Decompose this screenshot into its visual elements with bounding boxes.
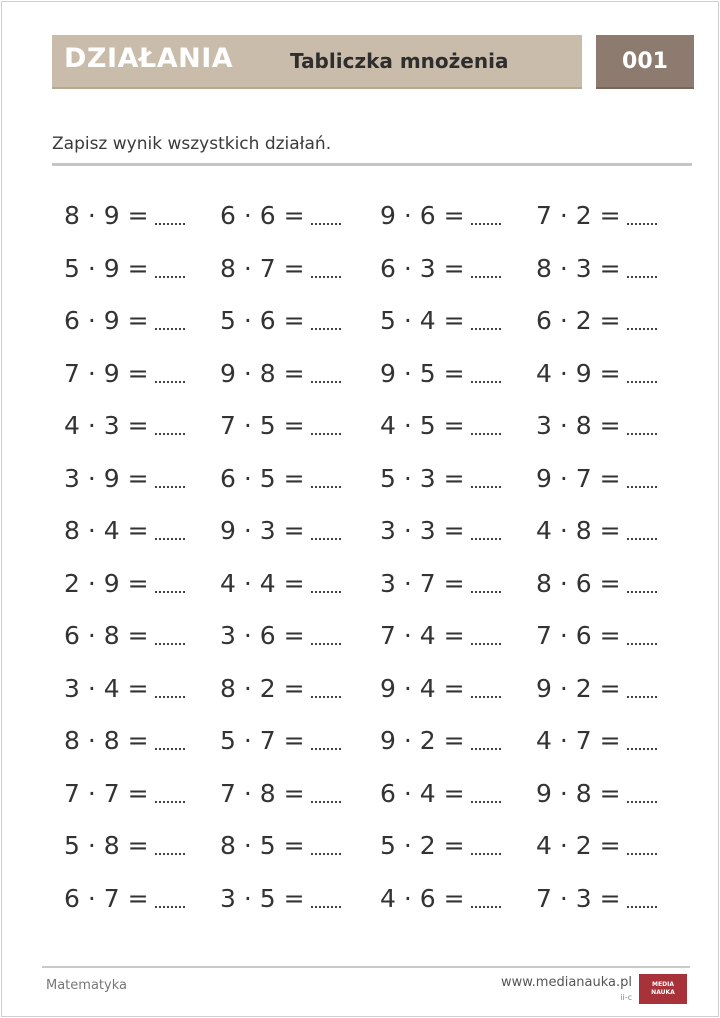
answer-blank[interactable] [155, 276, 185, 278]
answer-blank[interactable] [311, 801, 341, 803]
problem-expression: 9 · 4 = [380, 673, 465, 703]
answer-blank[interactable] [471, 696, 501, 698]
instruction-text: Zapisz wynik wszystkich działań. [52, 134, 332, 154]
answer-blank[interactable] [311, 486, 341, 488]
problem-expression: 9 · 2 = [380, 726, 465, 756]
answer-blank[interactable] [311, 328, 341, 330]
problem-item [220, 768, 380, 821]
problem-item [220, 243, 380, 296]
problem-item [380, 873, 536, 926]
problem-expression: 6 · 7 = [64, 883, 149, 913]
problem-expression: 5 · 4 = [380, 306, 465, 336]
answer-blank[interactable] [627, 381, 657, 383]
answer-blank[interactable] [627, 906, 657, 908]
problem-item [64, 243, 220, 296]
answer-blank[interactable] [311, 433, 341, 435]
problem-expression: 8 · 4 = [64, 516, 149, 546]
problem-expression: 7 · 2 = [536, 201, 621, 231]
answer-blank[interactable] [155, 538, 185, 540]
problem-item [536, 348, 684, 401]
answer-blank[interactable] [155, 381, 185, 383]
answer-blank[interactable] [311, 223, 341, 225]
answer-blank[interactable] [627, 486, 657, 488]
problem-expression: 9 · 5 = [380, 358, 465, 388]
answer-blank[interactable] [627, 223, 657, 225]
problem-expression: 3 · 9 = [64, 463, 149, 493]
answer-blank[interactable] [471, 433, 501, 435]
problem-item [220, 610, 380, 663]
problem-expression: 9 · 3 = [220, 516, 305, 546]
answer-blank[interactable] [627, 801, 657, 803]
answer-blank[interactable] [311, 906, 341, 908]
problem-expression: 7 · 7 = [64, 778, 149, 808]
problem-item [380, 558, 536, 611]
problem-item [220, 505, 380, 558]
header-bar [52, 35, 582, 89]
problem-expression: 3 · 5 = [220, 883, 305, 913]
worksheet-number: 001 [596, 35, 694, 89]
footer-divider [42, 966, 690, 968]
answer-blank[interactable] [627, 328, 657, 330]
footer-code: ii-c [620, 993, 632, 1002]
problem-item [536, 610, 684, 663]
answer-blank[interactable] [471, 276, 501, 278]
problem-item [536, 820, 684, 873]
problem-expression: 6 · 3 = [380, 253, 465, 283]
problem-item [220, 558, 380, 611]
problem-expression: 5 · 9 = [64, 253, 149, 283]
problem-item [64, 558, 220, 611]
header-title: DZIAŁANIA [64, 43, 234, 74]
problem-expression: 8 · 2 = [220, 673, 305, 703]
answer-blank[interactable] [627, 538, 657, 540]
problem-expression: 6 · 5 = [220, 463, 305, 493]
medianauka-logo [639, 974, 687, 1004]
problem-expression: 3 · 7 = [380, 568, 465, 598]
problem-expression: 8 · 5 = [220, 831, 305, 861]
problem-expression: 9 · 6 = [380, 201, 465, 231]
problem-expression: 9 · 8 = [536, 778, 621, 808]
answer-blank[interactable] [471, 223, 501, 225]
answer-blank[interactable] [311, 276, 341, 278]
answer-blank[interactable] [627, 696, 657, 698]
problem-item [536, 453, 684, 506]
problem-expression: 2 · 9 = [64, 568, 149, 598]
answer-blank[interactable] [627, 853, 657, 855]
problem-expression: 4 · 5 = [380, 411, 465, 441]
problem-expression: 6 · 4 = [380, 778, 465, 808]
answer-blank[interactable] [155, 748, 185, 750]
answer-blank[interactable] [471, 486, 501, 488]
problem-expression: 7 · 6 = [536, 621, 621, 651]
problem-expression: 9 · 2 = [536, 673, 621, 703]
problem-item [380, 348, 536, 401]
answer-blank[interactable] [155, 906, 185, 908]
worksheet-page [1, 1, 719, 1017]
problem-item [64, 453, 220, 506]
answer-blank[interactable] [311, 591, 341, 593]
problem-expression: 3 · 6 = [220, 621, 305, 651]
problem-expression: 5 · 7 = [220, 726, 305, 756]
answer-blank[interactable] [155, 801, 185, 803]
problem-expression: 7 · 9 = [64, 358, 149, 388]
problem-item [220, 400, 380, 453]
answer-blank[interactable] [155, 696, 185, 698]
problem-expression: 9 · 7 = [536, 463, 621, 493]
answer-blank[interactable] [471, 591, 501, 593]
problem-item [380, 505, 536, 558]
answer-blank[interactable] [155, 486, 185, 488]
divider [52, 163, 692, 166]
answer-blank[interactable] [471, 538, 501, 540]
answer-blank[interactable] [627, 643, 657, 645]
answer-blank[interactable] [627, 591, 657, 593]
problem-item [536, 873, 684, 926]
problem-expression: 6 · 6 = [220, 201, 305, 231]
answer-blank[interactable] [311, 538, 341, 540]
answer-blank[interactable] [311, 748, 341, 750]
problem-expression: 4 · 9 = [536, 358, 621, 388]
problem-expression: 4 · 4 = [220, 568, 305, 598]
problem-expression: 3 · 3 = [380, 516, 465, 546]
problem-expression: 5 · 3 = [380, 463, 465, 493]
problem-expression: 4 · 6 = [380, 883, 465, 913]
answer-blank[interactable] [155, 328, 185, 330]
problem-expression: 3 · 8 = [536, 411, 621, 441]
problem-expression: 8 · 8 = [64, 726, 149, 756]
problem-item [64, 348, 220, 401]
problem-item [380, 190, 536, 243]
problem-expression: 5 · 2 = [380, 831, 465, 861]
answer-blank[interactable] [471, 748, 501, 750]
answer-blank[interactable] [155, 433, 185, 435]
answer-blank[interactable] [471, 381, 501, 383]
problem-item [380, 768, 536, 821]
problem-item [64, 190, 220, 243]
problem-item [536, 768, 684, 821]
problem-expression: 8 · 6 = [536, 568, 621, 598]
problem-expression: 6 · 9 = [64, 306, 149, 336]
problem-item [220, 348, 380, 401]
problem-item [64, 400, 220, 453]
problem-item [220, 820, 380, 873]
answer-blank[interactable] [627, 433, 657, 435]
answer-blank[interactable] [155, 643, 185, 645]
problem-item [64, 663, 220, 716]
problem-expression: 3 · 4 = [64, 673, 149, 703]
problem-expression: 7 · 8 = [220, 778, 305, 808]
problem-expression: 5 · 6 = [220, 306, 305, 336]
answer-blank[interactable] [627, 748, 657, 750]
answer-blank[interactable] [155, 853, 185, 855]
footer-subject: Matematyka [46, 978, 127, 993]
problem-item [536, 243, 684, 296]
answer-blank[interactable] [311, 696, 341, 698]
problem-expression: 4 · 3 = [64, 411, 149, 441]
problem-item [536, 558, 684, 611]
problem-item [220, 453, 380, 506]
problem-item [536, 190, 684, 243]
answer-blank[interactable] [311, 853, 341, 855]
problem-item [380, 453, 536, 506]
problem-item [64, 820, 220, 873]
problems-grid [64, 190, 684, 930]
problem-expression: 8 · 7 = [220, 253, 305, 283]
answer-blank[interactable] [311, 643, 341, 645]
problem-item [64, 768, 220, 821]
problem-item [536, 715, 684, 768]
problem-item [220, 663, 380, 716]
problem-item [380, 610, 536, 663]
logo-line-2: NAUKA [651, 989, 675, 996]
problem-item [380, 820, 536, 873]
problem-item [380, 295, 536, 348]
problem-item [64, 873, 220, 926]
problem-expression: 7 · 4 = [380, 621, 465, 651]
problem-expression: 4 · 2 = [536, 831, 621, 861]
answer-blank[interactable] [627, 276, 657, 278]
problem-expression: 4 · 7 = [536, 726, 621, 756]
problem-expression: 8 · 9 = [64, 201, 149, 231]
problem-item [536, 505, 684, 558]
problem-item [64, 715, 220, 768]
problem-expression: 9 · 8 = [220, 358, 305, 388]
answer-blank[interactable] [471, 328, 501, 330]
problem-item [220, 190, 380, 243]
problem-expression: 4 · 8 = [536, 516, 621, 546]
problem-expression: 8 · 3 = [536, 253, 621, 283]
problem-expression: 6 · 2 = [536, 306, 621, 336]
problem-expression: 6 · 8 = [64, 621, 149, 651]
problem-item [380, 400, 536, 453]
problem-item [220, 295, 380, 348]
answer-blank[interactable] [471, 801, 501, 803]
problem-item [64, 610, 220, 663]
problem-item [380, 243, 536, 296]
answer-blank[interactable] [471, 853, 501, 855]
problem-item [380, 715, 536, 768]
footer-url[interactable]: www.medianauka.pl [500, 975, 632, 990]
answer-blank[interactable] [155, 591, 185, 593]
problem-item [380, 663, 536, 716]
logo-line-1: MEDIA [652, 981, 674, 988]
problem-expression: 5 · 8 = [64, 831, 149, 861]
problem-item [536, 295, 684, 348]
answer-blank[interactable] [155, 223, 185, 225]
problem-item [220, 715, 380, 768]
problem-item [64, 505, 220, 558]
answer-blank[interactable] [311, 381, 341, 383]
answer-blank[interactable] [471, 906, 501, 908]
header-subtitle: Tabliczka mnożenia [290, 49, 509, 73]
problem-expression: 7 · 3 = [536, 883, 621, 913]
problem-item [220, 873, 380, 926]
problem-item [536, 663, 684, 716]
problem-item [536, 400, 684, 453]
problem-item [64, 295, 220, 348]
problem-expression: 7 · 5 = [220, 411, 305, 441]
answer-blank[interactable] [471, 643, 501, 645]
